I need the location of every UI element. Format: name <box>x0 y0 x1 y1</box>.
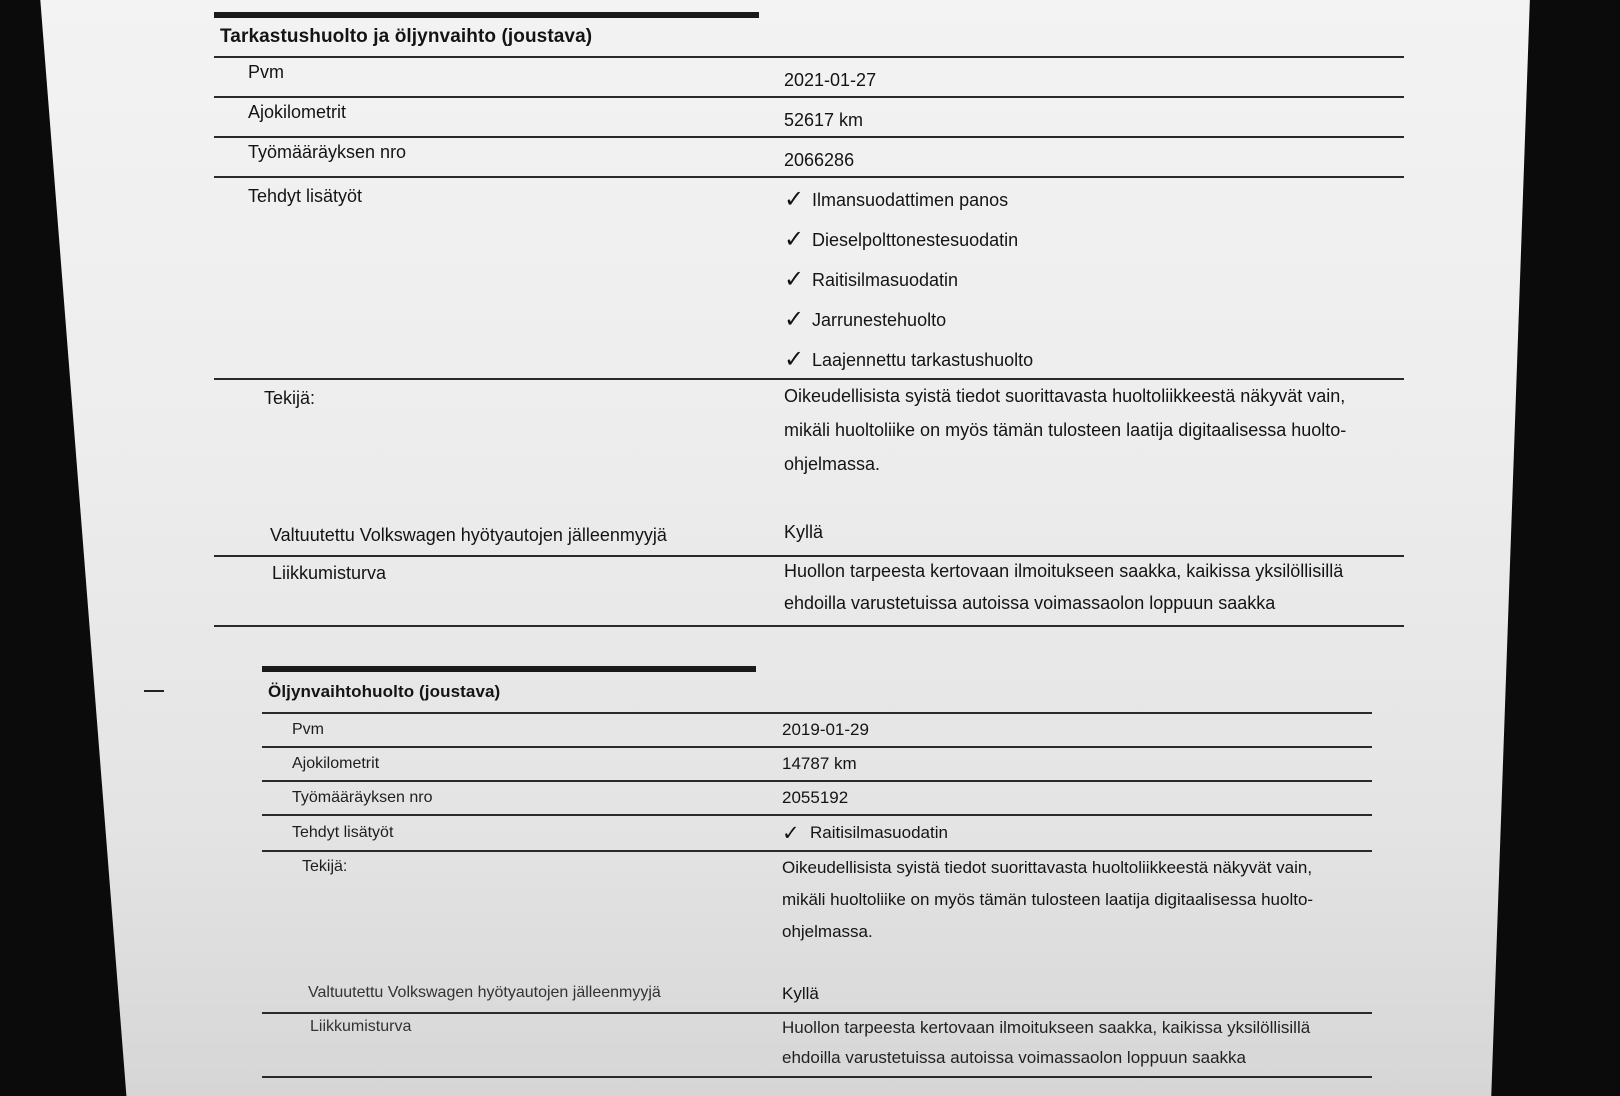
extra-work-item-label: Raitisilmasuodatin <box>812 269 959 290</box>
extra-work-row <box>214 176 1404 378</box>
checkmark-icon: ✓ <box>782 821 800 845</box>
checkmark-icon: ✓ <box>784 346 805 373</box>
extra-work-row <box>262 814 1372 850</box>
extra-work-list <box>784 178 1033 378</box>
work-order-row <box>214 136 1404 176</box>
checkmark-icon: ✓ <box>784 306 805 333</box>
date-value: 2021-01-27 <box>784 69 877 90</box>
extra-work-item <box>784 300 1033 340</box>
mobility-guarantee-line: ehdoilla varustetuissa autoissa voimassaolon loppuun saakka <box>784 593 1276 613</box>
dealer-value: Kyllä <box>784 522 824 542</box>
extra-work-item-label: Ilmansuodattimen panos <box>812 189 1009 210</box>
dealer-label: Valtuutettu Volkswagen hyötyautojen jälleenmyyjä <box>270 525 667 545</box>
section-title: Tarkastushuolto ja öljynvaihto (joustava) <box>220 26 593 47</box>
work-order-label: Työmääräyksen nro <box>292 789 433 806</box>
mileage-row <box>262 746 1372 780</box>
mobility-guarantee-row <box>214 555 1404 627</box>
performer-note-line: mikäli huoltoliike on myös tämän tulosteen laatija digitaalisessa huolto- <box>784 420 1347 440</box>
performer-note-line: Oikeudellisista syistä tiedot suorittavasta huoltoliikkeestä näkyvät vain, <box>784 386 1346 406</box>
performer-note-line: Oikeudellisista syistä tiedot suorittavasta huoltoliikkeestä näkyvät vain, <box>782 858 1313 877</box>
extra-work-list <box>782 823 948 844</box>
performer-note-line: mikäli huoltoliike on myös tämän tulosteen laatija digitaalisessa huolto- <box>782 890 1314 909</box>
date-label: Pvm <box>248 61 284 82</box>
work-order-value: 2055192 <box>782 788 849 807</box>
dealer-value: Kyllä <box>782 984 819 1003</box>
mobility-guarantee-label: Liikkumisturva <box>310 1018 412 1035</box>
service-record-oil-change <box>262 666 1372 1078</box>
performer-note <box>784 380 1346 555</box>
extra-work-item <box>784 220 1033 260</box>
extra-work-item-label: Dieselpolttonestesuodatin <box>812 229 1019 250</box>
checkmark-icon: ✓ <box>784 186 805 213</box>
performer-row <box>214 378 1404 555</box>
mobility-guarantee-label: Liikkumisturva <box>272 563 387 583</box>
date-row <box>214 56 1404 96</box>
extra-work-item <box>784 180 1033 220</box>
extra-work-item <box>784 260 1033 300</box>
work-order-row <box>262 780 1372 814</box>
extra-work-item <box>782 823 948 844</box>
performer-label: Tekijä: <box>302 858 348 875</box>
mileage-label: Ajokilometrit <box>292 755 380 772</box>
work-order-value: 2066286 <box>784 149 855 170</box>
checkmark-icon: ✓ <box>784 266 805 293</box>
mobility-guarantee-value <box>782 1014 1310 1076</box>
performer-note <box>782 852 1313 1012</box>
performer-label: Tekijä: <box>264 388 316 408</box>
service-record-inspection-oil-change <box>214 12 1404 627</box>
extra-work-item-label: Laajennettu tarkastushuolto <box>812 349 1034 370</box>
mobility-guarantee-value <box>784 557 1343 625</box>
date-value: 2019-01-29 <box>782 720 869 739</box>
extra-work-item-label: Jarrunestehuolto <box>812 309 947 330</box>
mileage-row <box>214 96 1404 136</box>
checkmark-icon: ✓ <box>784 226 805 253</box>
mileage-value: 14787 km <box>782 754 857 773</box>
extra-work-label: Tehdyt lisätyöt <box>248 186 363 206</box>
dealer-label: Valtuutettu Volkswagen hyötyautojen jälleenmyyjä <box>308 984 661 1001</box>
mobility-guarantee-row <box>262 1012 1372 1078</box>
mileage-value: 52617 km <box>784 109 864 130</box>
performer-note-line: ohjelmassa. <box>784 454 881 474</box>
performer-note-line: ohjelmassa. <box>782 922 873 941</box>
extra-work-item <box>784 340 1033 380</box>
mobility-guarantee-line: ehdoilla varustetuissa autoissa voimassaolon loppuun saakka <box>782 1048 1247 1067</box>
date-label: Pvm <box>292 721 324 738</box>
extra-work-item-label: Raitisilmasuodatin <box>810 823 948 842</box>
extra-work-label: Tehdyt lisätyöt <box>292 824 394 841</box>
performer-row <box>262 850 1372 1012</box>
section-title: Öljynvaihtohuolto (joustava) <box>268 682 501 701</box>
mileage-label: Ajokilometrit <box>248 101 347 122</box>
work-order-label: Työmääräyksen nro <box>248 141 407 162</box>
margin-mark <box>144 690 164 692</box>
mobility-guarantee-line: Huollon tarpeesta kertovaan ilmoitukseen saakka, kaikissa yksilöllisillä <box>784 561 1344 581</box>
mobility-guarantee-line: Huollon tarpeesta kertovaan ilmoitukseen saakka, kaikissa yksilöllisillä <box>782 1018 1311 1037</box>
date-row <box>262 712 1372 746</box>
